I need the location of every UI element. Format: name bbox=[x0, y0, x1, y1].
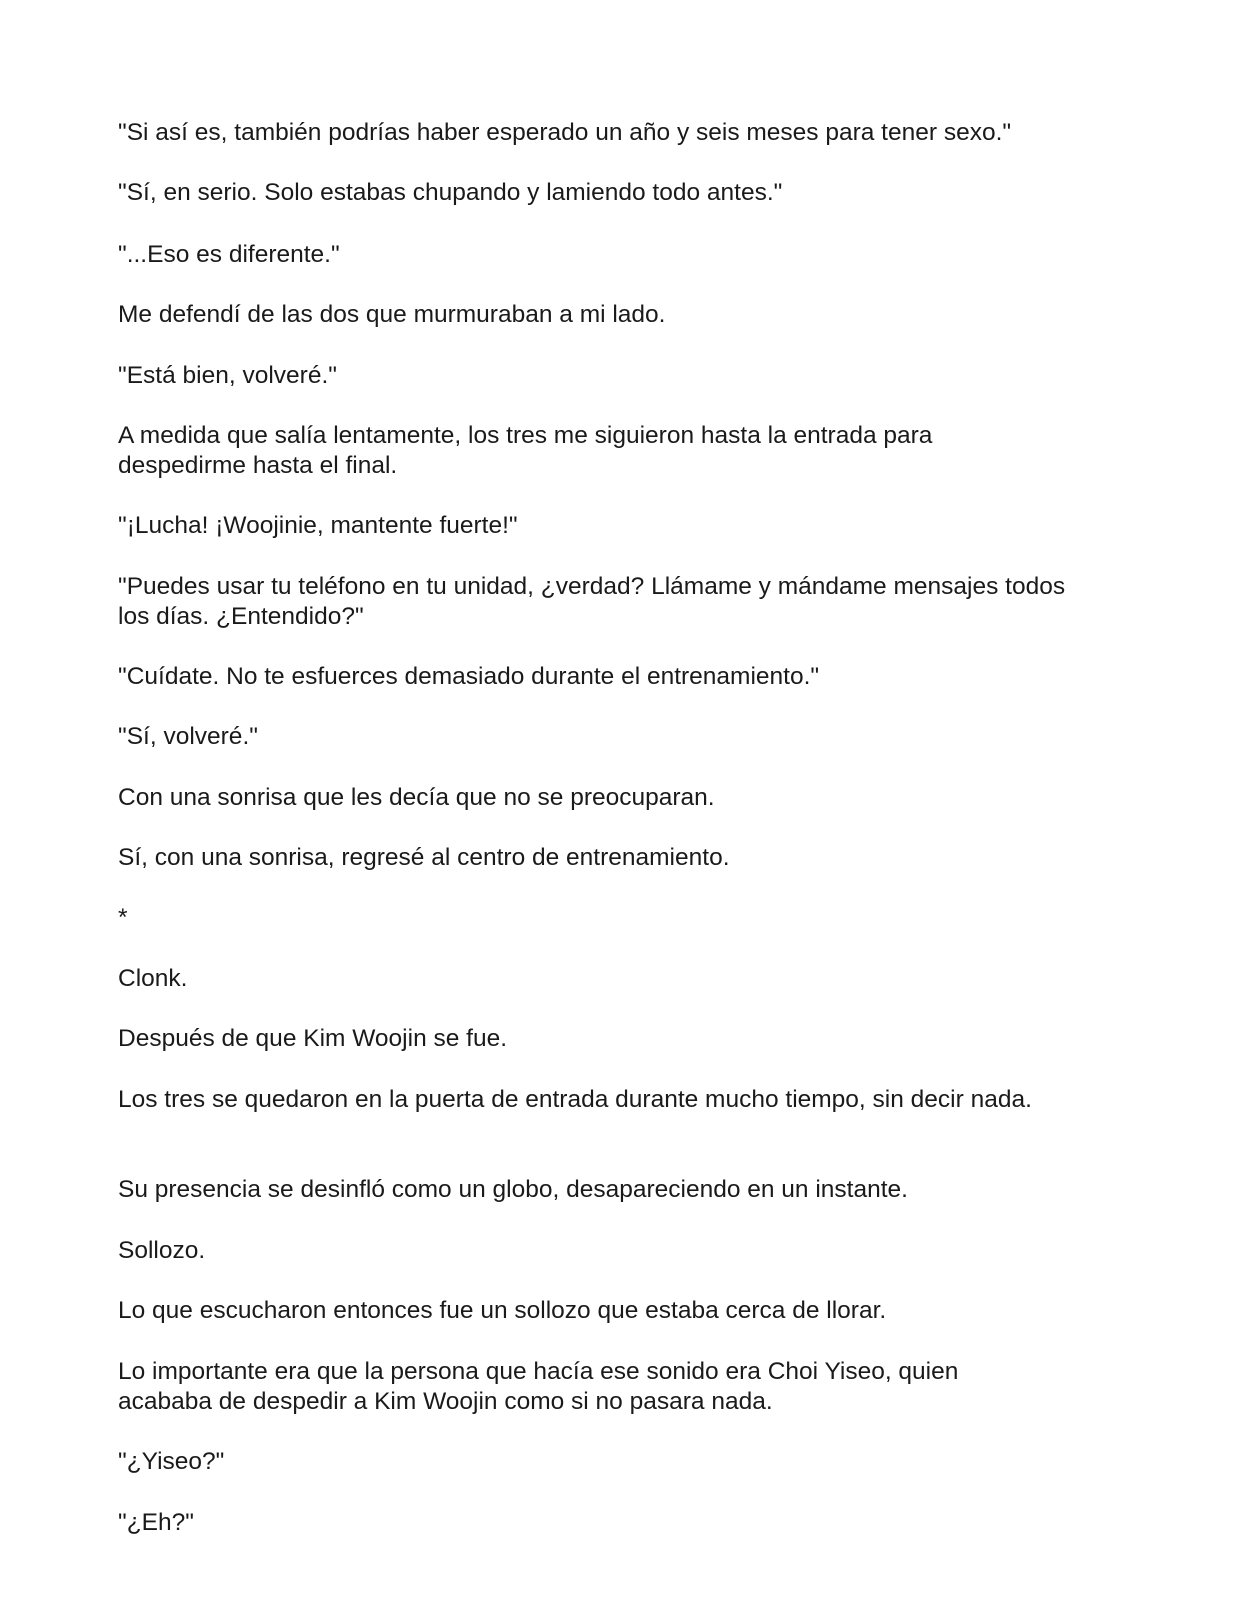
section-break: * bbox=[118, 904, 128, 931]
paragraph: A medida que salía lentamente, los tres me siguieron hasta la entrada para despedirme hasta el final. bbox=[118, 422, 933, 479]
paragraph: "¿Yiseo?" bbox=[118, 1448, 225, 1475]
paragraph: Con una sonrisa que les decía que no se preocuparan. bbox=[118, 784, 715, 811]
paragraph: Después de que Kim Woojin se fue. bbox=[118, 1025, 508, 1052]
paragraph: Su presencia se desinfló como un globo, desapareciendo en un instante. bbox=[118, 1176, 908, 1203]
paragraph: "¡Lucha! ¡Woojinie, mantente fuerte!" bbox=[118, 512, 518, 539]
paragraph: "Sí, volveré." bbox=[118, 723, 258, 750]
paragraph: "Sí, en serio. Solo estabas chupando y lamiendo todo antes." bbox=[118, 179, 783, 206]
paragraph: "...Eso es diferente." bbox=[118, 241, 340, 268]
paragraph: Lo que escucharon entonces fue un sollozo que estaba cerca de llorar. bbox=[118, 1297, 887, 1324]
paragraph: Los tres se quedaron en la puerta de entrada durante mucho tiempo, sin decir nada. bbox=[118, 1086, 1032, 1113]
paragraph: Sollozo. bbox=[118, 1237, 206, 1264]
paragraph: Clonk. bbox=[118, 965, 188, 992]
paragraph: Sí, con una sonrisa, regresé al centro de entrenamiento. bbox=[118, 844, 730, 871]
paragraph: "Está bien, volveré." bbox=[118, 362, 337, 389]
paragraph: "Cuídate. No te esfuerces demasiado durante el entrenamiento." bbox=[118, 663, 820, 690]
paragraph: "Puedes usar tu teléfono en tu unidad, ¿verdad? Llámame y mándame mensajes todos los días. ¿Entendido?" bbox=[118, 573, 1066, 630]
paragraph: "Si así es, también podrías haber esperado un año y seis meses para tener sexo." bbox=[118, 119, 1012, 146]
paragraph: "¿Eh?" bbox=[118, 1509, 194, 1536]
paragraph: Lo importante era que la persona que hacía ese sonido era Choi Yiseo, quien acababa de despedir a Kim Woojin como si no pasara nada. bbox=[118, 1358, 959, 1415]
paragraph: Me defendí de las dos que murmuraban a mi lado. bbox=[118, 301, 666, 328]
